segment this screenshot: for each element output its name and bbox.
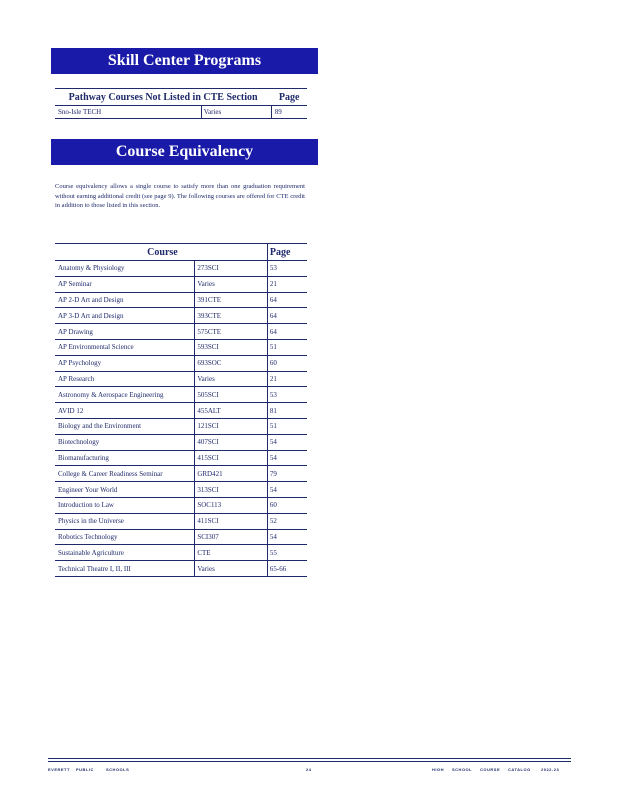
footer-catalog-1: HIGH bbox=[432, 767, 444, 772]
course-name: AP Environmental Science bbox=[55, 339, 195, 355]
footer-catalog-3: COURSE bbox=[480, 767, 501, 772]
course-page: 54 bbox=[267, 450, 307, 466]
course-code: GRD421 bbox=[195, 466, 268, 482]
table-row bbox=[55, 418, 307, 434]
course-page: 21 bbox=[267, 276, 307, 292]
table-row bbox=[55, 450, 307, 466]
table-row bbox=[55, 308, 307, 324]
course-page: 52 bbox=[267, 513, 307, 529]
course-code: 393CTE bbox=[195, 308, 268, 324]
course-name: Anatomy & Physiology bbox=[55, 261, 195, 277]
course-equivalency-banner: Course Equivalency bbox=[51, 139, 318, 165]
footer-rule bbox=[48, 761, 571, 762]
course-page: 64 bbox=[267, 324, 307, 340]
course-name: AP Psychology bbox=[55, 355, 195, 371]
table-row bbox=[55, 482, 307, 498]
course-code: 391CTE bbox=[195, 292, 268, 308]
equivalency-intro: Course equivalency allows a single course to satisfy more than one graduation requirement without earning additional credit (see page 9). The following courses are offered for CTE credit in addition to those listed in this section. bbox=[55, 183, 305, 210]
program-page: 89 bbox=[271, 106, 307, 119]
course-name: AP 2-D Art and Design bbox=[55, 292, 195, 308]
course-page: 54 bbox=[267, 529, 307, 545]
pathway-table bbox=[55, 88, 307, 119]
course-code: Varies bbox=[195, 276, 268, 292]
program-code: Varies bbox=[201, 106, 271, 119]
course-page: 60 bbox=[267, 497, 307, 513]
course-name: Physics in the Universe bbox=[55, 513, 195, 529]
course-page: 53 bbox=[267, 261, 307, 277]
pathway-header-row bbox=[55, 89, 307, 106]
course-code: 313SCI bbox=[195, 482, 268, 498]
table-row bbox=[55, 387, 307, 403]
course-page: 64 bbox=[267, 292, 307, 308]
page-header: Page bbox=[271, 89, 307, 106]
course-code: 455ALT bbox=[195, 403, 268, 419]
course-name: AP Research bbox=[55, 371, 195, 387]
skill-center-banner: Skill Center Programs bbox=[51, 48, 318, 74]
course-name: AVID 12 bbox=[55, 403, 195, 419]
course-page: 65-66 bbox=[267, 561, 307, 577]
footer-rule bbox=[48, 758, 571, 759]
footer-page-number: 24 bbox=[306, 767, 312, 772]
course-code: 593SCI bbox=[195, 339, 268, 355]
course-name: AP Seminar bbox=[55, 276, 195, 292]
course-name: College & Career Readiness Seminar bbox=[55, 466, 195, 482]
course-code: 575CTE bbox=[195, 324, 268, 340]
program-name: Sno-Isle TECH bbox=[55, 106, 201, 119]
course-page: 81 bbox=[267, 403, 307, 419]
course-rows bbox=[55, 261, 307, 577]
course-code: 407SCI bbox=[195, 434, 268, 450]
course-name: Engineer Your World bbox=[55, 482, 195, 498]
table-row bbox=[55, 513, 307, 529]
course-name: Biotechnology bbox=[55, 434, 195, 450]
course-code: Varies bbox=[195, 371, 268, 387]
table-row bbox=[55, 371, 307, 387]
page-header: Page bbox=[267, 244, 307, 261]
table-row bbox=[55, 403, 307, 419]
course-name: AP Drawing bbox=[55, 324, 195, 340]
footer-catalog-2: SCHOOL bbox=[452, 767, 473, 772]
footer-district-2: PUBLIC bbox=[76, 767, 94, 772]
footer-district-1: EVERETT bbox=[48, 767, 70, 772]
course-header-row bbox=[55, 244, 307, 261]
course-code: 411SCI bbox=[195, 513, 268, 529]
course-page: 54 bbox=[267, 482, 307, 498]
pathway-header: Pathway Courses Not Listed in CTE Section bbox=[55, 89, 271, 106]
course-code: Varies bbox=[195, 561, 268, 577]
course-name: Astronomy & Aerospace Engineering bbox=[55, 387, 195, 403]
course-page: 55 bbox=[267, 545, 307, 561]
table-row bbox=[55, 324, 307, 340]
table-row bbox=[55, 497, 307, 513]
course-name: AP 3-D Art and Design bbox=[55, 308, 195, 324]
footer bbox=[48, 767, 571, 777]
table-row bbox=[55, 561, 307, 577]
course-page: 51 bbox=[267, 339, 307, 355]
table-row bbox=[55, 434, 307, 450]
table-row bbox=[55, 355, 307, 371]
course-name: Biology and the Environment bbox=[55, 418, 195, 434]
course-code: 505SCI bbox=[195, 387, 268, 403]
course-code: CTE bbox=[195, 545, 268, 561]
course-code: 693SOC bbox=[195, 355, 268, 371]
table-row bbox=[55, 276, 307, 292]
course-name: Sustainable Agriculture bbox=[55, 545, 195, 561]
footer-district-3: SCHOOLS bbox=[106, 767, 130, 772]
course-code: 415SCI bbox=[195, 450, 268, 466]
course-code: SCI307 bbox=[195, 529, 268, 545]
course-header: Course bbox=[55, 244, 267, 261]
table-row bbox=[55, 466, 307, 482]
course-page: 51 bbox=[267, 418, 307, 434]
course-name: Introduction to Law bbox=[55, 497, 195, 513]
course-page: 53 bbox=[267, 387, 307, 403]
course-code: SOC113 bbox=[195, 497, 268, 513]
course-page: 54 bbox=[267, 434, 307, 450]
course-name: Robotics Technology bbox=[55, 529, 195, 545]
course-page: 64 bbox=[267, 308, 307, 324]
course-name: Technical Theatre I, II, III bbox=[55, 561, 195, 577]
table-row bbox=[55, 261, 307, 277]
course-page: 21 bbox=[267, 371, 307, 387]
table-row bbox=[55, 292, 307, 308]
course-code: 273SCI bbox=[195, 261, 268, 277]
course-page: 79 bbox=[267, 466, 307, 482]
course-table bbox=[55, 243, 307, 577]
table-row bbox=[55, 106, 307, 119]
table-row bbox=[55, 529, 307, 545]
footer-catalog-5: 2022-23 bbox=[541, 767, 560, 772]
table-row bbox=[55, 339, 307, 355]
footer-catalog-4: CATALOG bbox=[508, 767, 531, 772]
course-page: 60 bbox=[267, 355, 307, 371]
table-row bbox=[55, 545, 307, 561]
course-code: 121SCI bbox=[195, 418, 268, 434]
course-name: Biomanufacturing bbox=[55, 450, 195, 466]
